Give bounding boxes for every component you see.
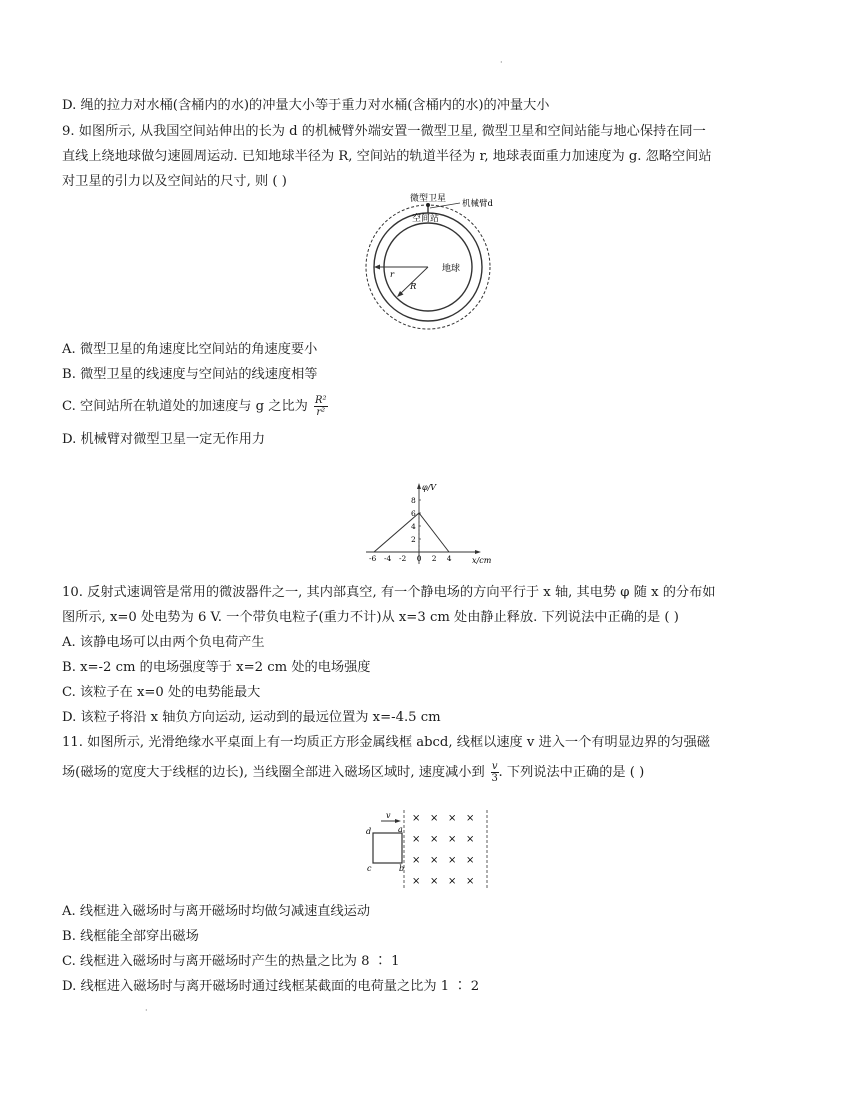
label-r: r — [390, 270, 395, 280]
y-tick-label: 8 — [411, 496, 416, 505]
r-arrowhead — [374, 265, 380, 270]
label-d: d — [366, 827, 372, 836]
y-axis-arrow — [417, 483, 421, 489]
field-cross-mark: × — [430, 876, 439, 887]
potential-graph — [360, 478, 510, 572]
label-b: b — [399, 864, 405, 873]
label-satellite: 微型卫星 — [410, 194, 447, 204]
q11-option-a: A. 线框进入磁场时与离开磁场时均做匀减速直线运动 — [62, 904, 371, 919]
q10-stem-line1: 10. 反射式速调管是常用的微波器件之一, 其内部真空, 有一个静电场的方向平行于 x 轴, 其电势 φ 随 x 的分布如 — [62, 585, 716, 600]
field-cross-mark: × — [448, 834, 457, 845]
x-tick-label: 4 — [446, 554, 452, 563]
field-cross-mark: × — [412, 855, 421, 866]
q10-option-c: C. 该粒子在 x=0 处的电势能最大 — [62, 685, 261, 700]
field-cross-mark: × — [412, 813, 421, 824]
q9-option-c-fraction — [314, 395, 328, 418]
top-mark: · — [500, 58, 503, 67]
q9-option-d: D. 机械臂对微型卫星一定无作用力 — [62, 432, 266, 447]
potential-curve — [374, 513, 449, 552]
q11-stem-line2-suffix: . 下列说法中正确的是 ( ) — [498, 765, 645, 780]
q9-option-b: B. 微型卫星的线速度与空间站的线速度相等 — [62, 367, 318, 382]
field-cross-mark: × — [412, 834, 421, 845]
q11-stem-line2-text: 场(磁场的宽度大于线框的边长), 当线圈全部进入磁场区域时, 速度减小到 — [62, 765, 485, 780]
q11-stem-line2 — [62, 760, 644, 786]
field-cross-mark: × — [430, 834, 439, 845]
q9-option-c-text: C. 空间站所在轨道处的加速度与 g 之比为 — [62, 399, 308, 414]
fraction-numerator: v — [491, 761, 498, 772]
fraction-numerator: R² — [315, 395, 327, 406]
label-c: c — [367, 864, 372, 873]
field-cross-mark: × — [448, 813, 457, 824]
velocity-arrowhead — [395, 819, 401, 823]
q11-velocity-fraction — [491, 761, 499, 784]
q10-stem-line2: 图所示, x=0 处电势为 6 V. 一个带负电粒子(重力不计)从 x=3 cm 处由静止释放. 下列说法中正确的是 ( ) — [62, 610, 679, 625]
q11-option-d: D. 线框进入磁场时与离开磁场时通过线框某截面的电荷量之比为 1 ∶ 2 — [62, 979, 480, 994]
magnetic-field-diagram — [364, 808, 494, 890]
x-tick-label: -2 — [399, 554, 407, 563]
x-tick-label: 0 — [416, 554, 422, 563]
field-cross-mark: × — [448, 855, 457, 866]
q11-option-b: B. 线框能全部穿出磁场 — [62, 929, 199, 944]
field-cross-mark: × — [466, 834, 475, 845]
field-cross-mark: × — [430, 855, 439, 866]
x-tick-label: -6 — [369, 554, 377, 563]
q10-option-d: D. 该粒子将沿 x 轴负方向运动, 运动到的最远位置为 x=-4.5 cm — [62, 710, 441, 725]
q9-stem-line3: 对卫星的引力以及空间站的尺寸, 则 ( ) — [62, 174, 287, 189]
q10-option-b: B. x=-2 cm 的电场强度等于 x=2 cm 处的电场强度 — [62, 660, 371, 675]
field-cross-mark: × — [466, 813, 475, 824]
label-arm: 机械臂d — [462, 199, 493, 209]
x-tick-label: 2 — [431, 554, 437, 563]
bottom-mark: · — [145, 1006, 148, 1015]
q9-stem-line1: 9. 如图所示, 从我国空间站伸出的长为 d 的机械臂外端安置一微型卫星, 微型卫星和空间站能与地心保持在同一 — [62, 124, 706, 139]
graph-ylabel: φ/V — [422, 483, 437, 492]
q10-option-a: A. 该静电场可以由两个负电荷产生 — [62, 635, 265, 650]
field-cross-mark: × — [448, 876, 457, 887]
field-cross-mark: × — [466, 876, 475, 887]
x-tick-label: -4 — [384, 554, 392, 563]
label-R: R — [410, 282, 417, 292]
orbit-diagram — [360, 190, 520, 340]
field-cross-mark: × — [430, 813, 439, 824]
q8-option-d: D. 绳的拉力对水桶(含桶内的水)的冲量大小等于重力对水桶(含桶内的水)的冲量大小 — [62, 98, 550, 113]
square-loop — [373, 833, 402, 863]
fraction-denominator: 3 — [491, 773, 498, 784]
field-cross-mark: × — [412, 876, 421, 887]
q9-option-c — [62, 394, 328, 420]
q11-stem-line1: 11. 如图所示, 光滑绝缘水平桌面上有一均质正方形金属线框 abcd, 线框以速度 v 进入一个有明显边界的匀强磁 — [62, 735, 710, 750]
label-earth: 地球 — [442, 264, 461, 274]
q11-option-c: C. 线框进入磁场时与离开磁场时产生的热量之比为 8 ∶ 1 — [62, 954, 400, 969]
label-station: 空间站 — [412, 214, 440, 224]
x-axis-arrow — [475, 550, 481, 554]
y-tick-label: 4 — [411, 522, 416, 531]
q9-option-a: A. 微型卫星的角速度比空间站的角速度要小 — [62, 342, 318, 357]
y-tick-label: 2 — [411, 535, 416, 544]
fraction-denominator: r² — [316, 407, 326, 418]
label-a: a — [398, 825, 403, 834]
label-v: v — [386, 811, 391, 820]
field-cross-mark: × — [466, 855, 475, 866]
graph-xlabel: x/cm — [472, 556, 492, 565]
q9-stem-line2: 直线上绕地球做匀速圆周运动. 已知地球半径为 R, 空间站的轨道半径为 r, 地球表面重力加速度为 g. 忽略空间站 — [62, 149, 712, 164]
y-tick-label: 6 — [411, 509, 416, 518]
